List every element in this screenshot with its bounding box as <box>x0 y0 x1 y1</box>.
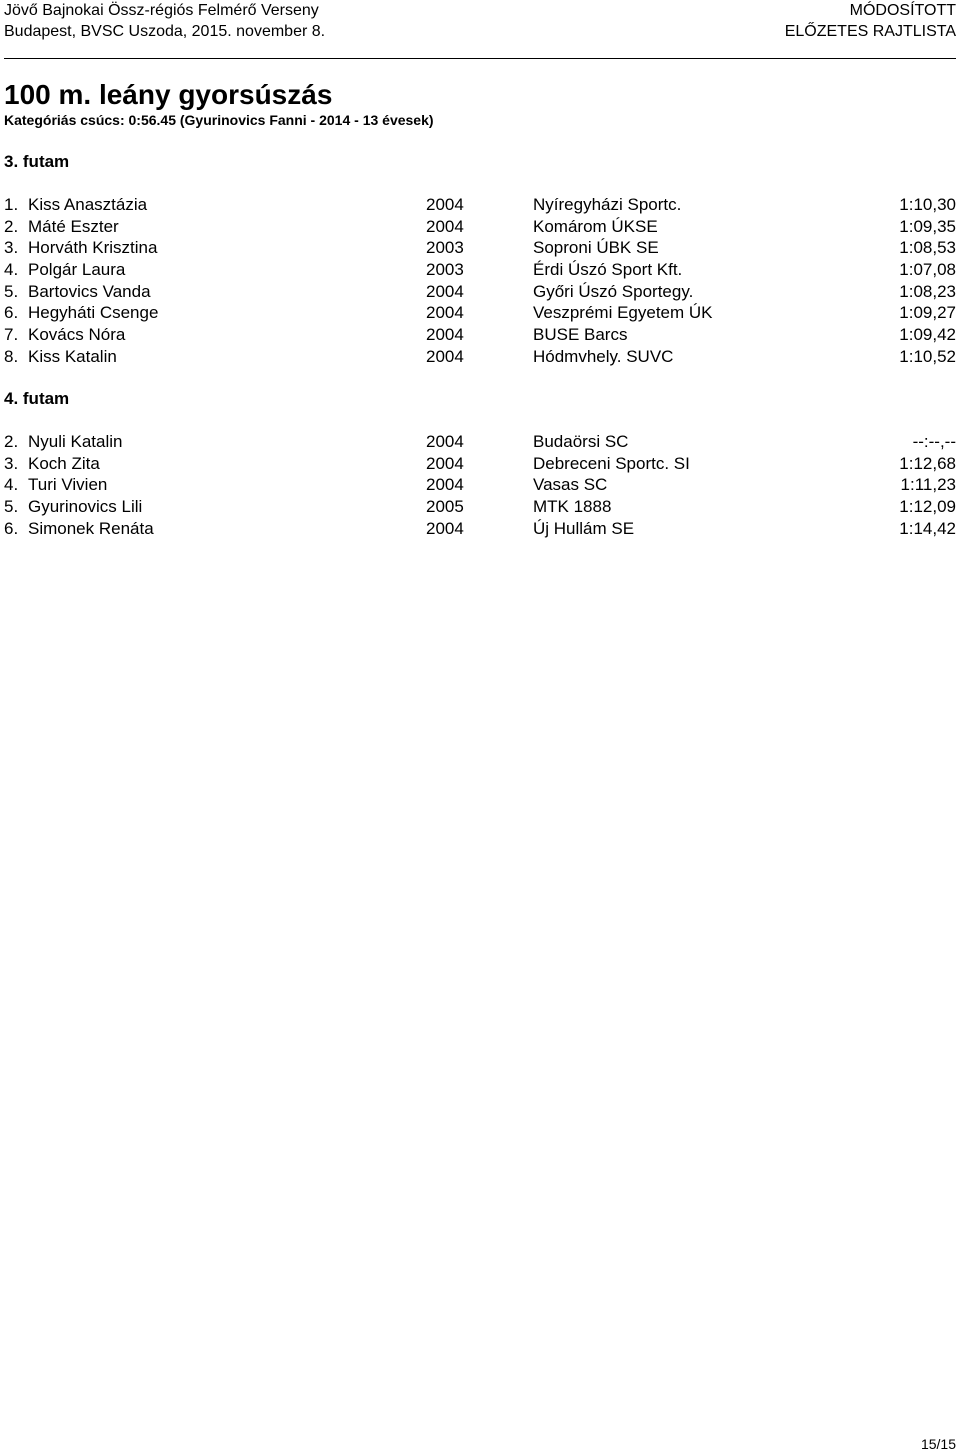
club: Soproni ÚBK SE <box>533 238 659 258</box>
entry-time: 1:08,53 <box>899 238 956 258</box>
birth-year: 2004 <box>426 216 464 236</box>
event-title: 100 m. leány gyorsúszás <box>4 79 333 110</box>
lane: 4. <box>4 475 19 495</box>
club: MTK 1888 <box>533 497 612 517</box>
club: Veszprémi Egyetem ÚK <box>533 303 713 323</box>
club: Nyíregyházi Sportc. <box>533 195 682 214</box>
entry-row <box>0 302 960 324</box>
swimmer-name: Simonek Renáta <box>28 518 154 538</box>
entry-row <box>0 431 960 453</box>
entry-row <box>0 346 960 368</box>
swimmer-name: Turi Vivien <box>28 475 108 495</box>
venue-date: Budapest, BVSC Uszoda, 2015. november 8. <box>4 23 326 40</box>
entry-row <box>0 281 960 303</box>
lane: 5. <box>4 281 19 301</box>
swimmer-name: Máté Eszter <box>28 216 119 236</box>
swimmer-name: Kovács Nóra <box>28 325 126 345</box>
entry-row <box>0 474 960 496</box>
heat-title: 4. futam <box>4 389 70 408</box>
club: Új Hullám SE <box>533 518 635 538</box>
document-header-left <box>4 0 325 42</box>
club: Vasas SC <box>533 475 608 495</box>
page-number: 15/15 <box>920 1436 956 1452</box>
document-header-right <box>785 0 956 42</box>
entry-time: 1:07,08 <box>899 260 956 280</box>
lane: 2. <box>4 432 19 451</box>
lane: 3. <box>4 238 19 258</box>
lane: 4. <box>4 260 19 280</box>
birth-year: 2004 <box>426 475 464 495</box>
swimmer-name: Nyuli Katalin <box>28 432 123 451</box>
entry-row <box>0 496 960 518</box>
category-record: Kategóriás csúcs: 0:56.45 (Gyurinovics Fanni - 2014 - 13 évesek) <box>4 112 434 128</box>
birth-year: 2004 <box>426 453 464 473</box>
lane: 7. <box>4 325 19 345</box>
entry-time: 1:12,68 <box>899 453 956 473</box>
header-divider <box>4 58 956 59</box>
entry-row <box>0 194 960 216</box>
entry-time: 1:12,09 <box>899 497 956 517</box>
entry-time: 1:10,52 <box>899 346 956 366</box>
birth-year: 2004 <box>426 303 464 323</box>
birth-year: 2004 <box>426 346 464 366</box>
heat-entries <box>0 194 960 368</box>
entry-time: 1:11,23 <box>900 475 956 495</box>
lane: 5. <box>4 497 19 517</box>
entry-row <box>0 237 960 259</box>
heat-entries <box>0 431 960 539</box>
lane: 6. <box>4 303 19 323</box>
list-type: ELŐZETES RAJTLISTA <box>784 23 956 40</box>
club: Hódmvhely. SUVC <box>533 346 674 366</box>
competition-name: Jövő Bajnokai Össz-régiós Felmérő Verseny <box>4 2 319 19</box>
entry-time: 1:10,30 <box>899 195 956 214</box>
swimmer-name: Gyurinovics Lili <box>28 497 143 517</box>
swimmer-name: Kiss Anasztázia <box>28 195 148 214</box>
entry-row <box>0 453 960 475</box>
entry-time: 1:09,35 <box>899 216 956 236</box>
club: BUSE Barcs <box>533 325 628 345</box>
entry-row <box>0 259 960 281</box>
entry-time: 1:08,23 <box>899 281 956 301</box>
swimmer-name: Kiss Katalin <box>28 346 117 366</box>
lane: 8. <box>4 346 19 366</box>
swimmer-name: Bartovics Vanda <box>28 281 151 301</box>
swimmer-name: Koch Zita <box>28 453 100 473</box>
lane: 6. <box>4 518 19 538</box>
swimmer-name: Hegyháti Csenge <box>28 303 159 323</box>
entry-time: --:--,-- <box>912 432 956 451</box>
club: Érdi Úszó Sport Kft. <box>533 260 683 280</box>
swimmer-name: Horváth Krisztina <box>28 238 158 258</box>
lane: 3. <box>4 453 19 473</box>
swimmer-name: Polgár Laura <box>28 260 126 280</box>
birth-year: 2005 <box>426 497 464 517</box>
club: Győri Úszó Sportegy. <box>533 281 694 301</box>
club: Budaörsi SC <box>533 432 629 451</box>
club: Komárom ÚKSE <box>533 216 658 236</box>
club: Debreceni Sportc. SI <box>533 453 690 473</box>
birth-year: 2004 <box>426 281 464 301</box>
birth-year: 2003 <box>426 260 464 280</box>
birth-year: 2004 <box>426 432 464 451</box>
entry-row <box>0 216 960 238</box>
entry-row <box>0 324 960 346</box>
entry-row <box>0 518 960 540</box>
entry-time: 1:14,42 <box>899 518 956 538</box>
lane: 2. <box>4 216 19 236</box>
entry-time: 1:09,42 <box>899 325 956 345</box>
birth-year: 2003 <box>426 238 464 258</box>
lane: 1. <box>4 195 19 214</box>
modified-status: MÓDOSÍTOTT <box>849 2 956 19</box>
heat-title: 3. futam <box>4 152 70 171</box>
birth-year: 2004 <box>426 325 464 345</box>
birth-year: 2004 <box>426 518 464 538</box>
birth-year: 2004 <box>426 195 464 214</box>
entry-time: 1:09,27 <box>899 303 956 323</box>
